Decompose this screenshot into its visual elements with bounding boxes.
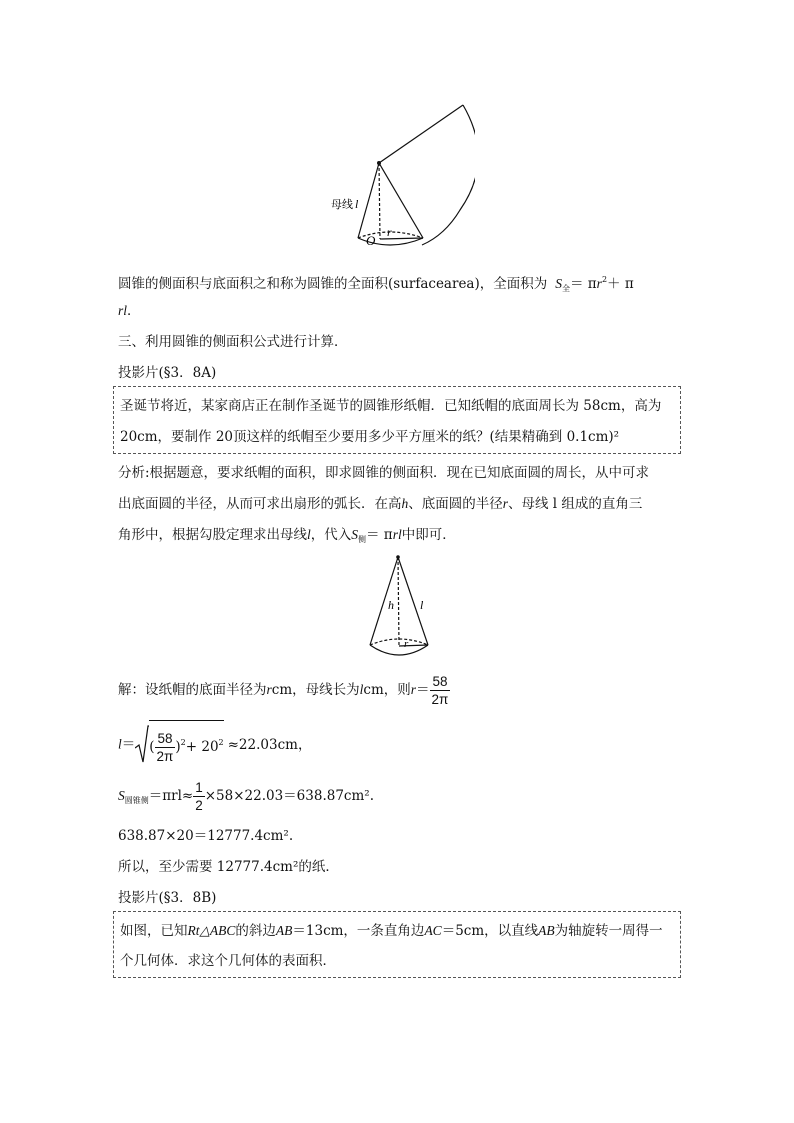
full-area-line-1: 圆锥的侧面积与底面积之和称为圆锥的全面积(surfacearea)，全面积为 $S_全= \pi r^2+ \pi$ (118, 275, 634, 293)
cone-figure (360, 553, 440, 668)
cone-right-edge (379, 163, 423, 238)
solution-line-2: l＝ ( $\frac{58}{2\pi}$ )$^2+ 20^2 \approx 22.03cm$， (118, 722, 311, 768)
sqrt-radical-sign (135, 724, 149, 766)
solution-line-3: $S_{圆锥侧}=\pi rl\approx$ $\frac{1}{2}$ ×58×22.03＝638.87cm². (118, 780, 374, 813)
full-area-line-2: rl． (118, 303, 141, 319)
problem-b-box (113, 911, 681, 978)
radius-r-label: r (387, 225, 392, 239)
center-o-label: O (366, 233, 376, 248)
solution-line-1: 解：设纸帽的底面半径为rcm，母线长为lcm，则r＝ $\frac{58}{2\pi}$ (118, 674, 449, 707)
fraction-58-over-2pi: $\frac{58}{2\pi}$ (431, 674, 449, 707)
projection-b-label: 投影片(§3．8B) (118, 890, 217, 906)
cone2-l-label: l (420, 598, 424, 612)
problem-a-line-1: 圣诞节将近，某家商店正在制作圣诞节的圆锥形纸帽．已知纸帽的底面周长为 58cm，高为 (120, 398, 662, 414)
cone2-height (398, 557, 399, 646)
sector-radius (379, 105, 463, 163)
generatrix-label: 母线 (331, 198, 353, 211)
sqrt-expression: ( $\frac{58}{2\pi}$ )$^2+ 20^2$ (135, 722, 223, 768)
cone-sector-figure (325, 100, 475, 260)
analysis-line-2: 出底面圆的半径，从而可求出扇形的弧长．在高h、底面圆的半径r、母线 l 组成的直角三 (118, 496, 643, 512)
sector-arc (422, 105, 475, 245)
solution-line-4: 638.87×20＝12777.4cm². (118, 828, 294, 844)
projection-a-label: 投影片(§3．8A) (118, 365, 217, 381)
cone2-h-label: h (388, 598, 394, 612)
cone-height (379, 163, 380, 239)
solution-line-5: 所以，至少需要 12777.4cm²的纸． (118, 859, 339, 875)
problem-a-box (113, 386, 681, 454)
problem-b-line-1: 如图，已知Rt△ABC的斜边AB＝13cm，一条直角边AC＝5cm，以直线AB为轴旋转一周得一 (120, 923, 663, 939)
cone2-right-edge (398, 557, 428, 645)
fraction-one-half: $\frac{1}{2}$ (195, 780, 203, 813)
problem-a-line-2: 20cm，要制作 20顶这样的纸帽至少要用多少平方厘米的纸？(结果精确到 0.1cm)² (120, 429, 620, 445)
generatrix-l-label: l (355, 197, 359, 211)
analysis-line-3: 角形中，根据勾股定理求出母线l，代入$S_侧= \pi rl$中即可． (118, 527, 456, 544)
problem-b-line-2: 个几何体．求这个几何体的表面积． (120, 953, 336, 969)
cone2-r-label: r (404, 638, 409, 650)
section-3-heading: 三、利用圆锥的侧面积公式进行计算． (118, 334, 348, 350)
analysis-line-1: 分析:根据题意，要求纸帽的面积，即求圆锥的侧面积．现在已知底面圆的周长，从中可求 (118, 465, 650, 481)
cone-left-edge (358, 163, 379, 238)
cone2-base-front (370, 645, 428, 655)
